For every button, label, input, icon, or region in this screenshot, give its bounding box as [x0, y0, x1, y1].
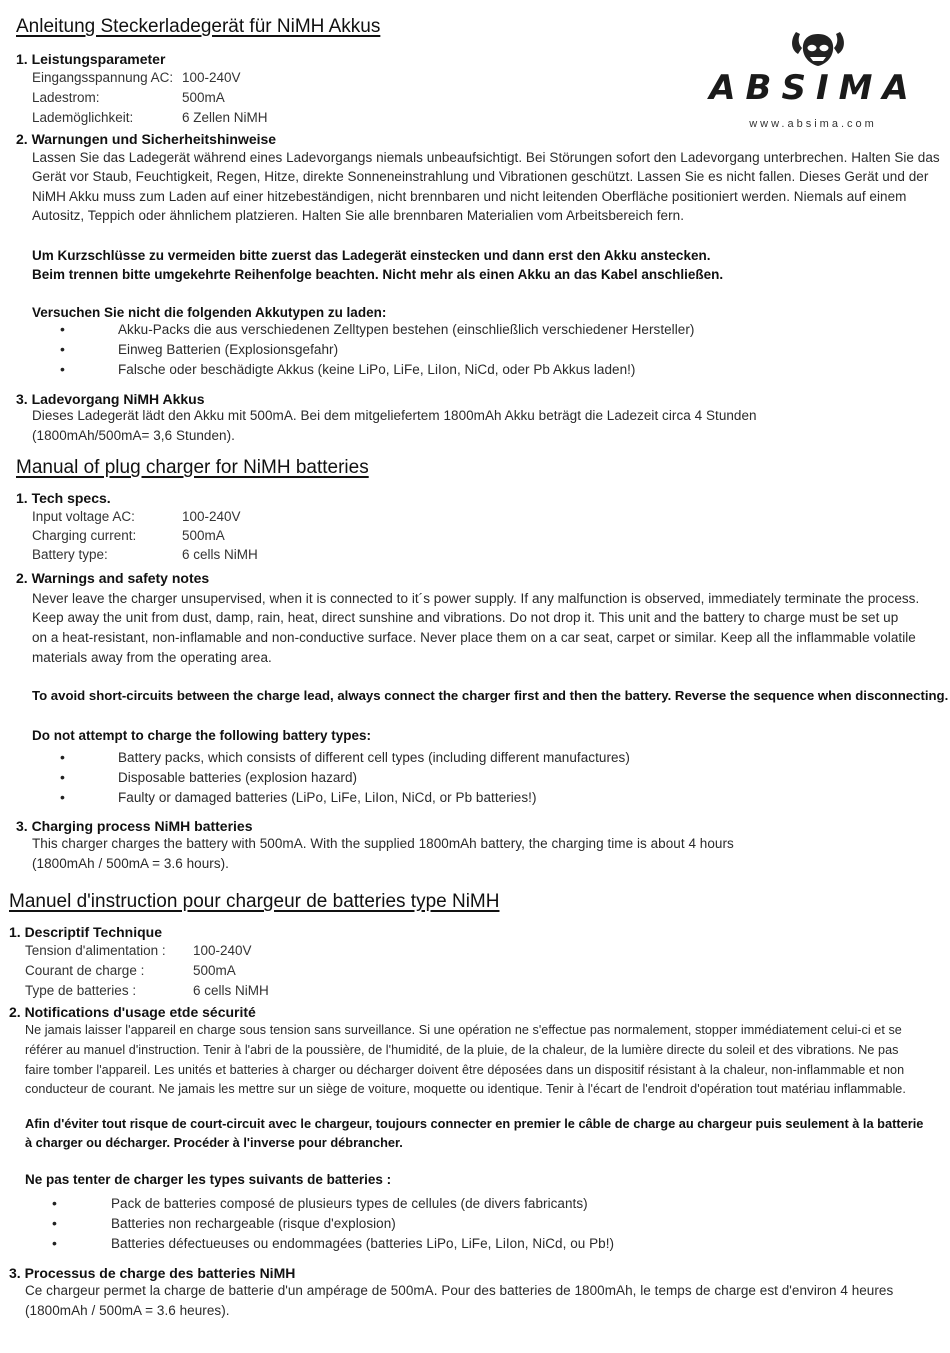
en-spec-label: Battery type:: [32, 547, 108, 562]
en-warning-line: materials away from the operating area.: [32, 650, 272, 665]
en-charging-line: This charger charges the battery with 500mA. With the supplied 1800mAh battery, the charging time is about 4 hours: [32, 836, 734, 851]
en-section3-heading: 3. Charging process NiMH batteries: [16, 818, 253, 834]
bullet-icon: •: [60, 341, 65, 357]
fr-warning-line: faire tomber l'appareil. Les unités et batteries à charger ou décharger doivent être déposées dans un dispositif résistant à la chaleur, non-inflammable et non: [25, 1063, 905, 1077]
bullet-icon: •: [60, 749, 65, 765]
de-section2-heading: 2. Warnungen und Sicherheitshinweise: [16, 131, 277, 147]
brand-url: www.absima.com: [749, 118, 877, 130]
de-spec-value: 100-240V: [182, 70, 241, 85]
en-list-item: Disposable batteries (explosion hazard): [118, 770, 358, 785]
english-title: Manual of plug charger for NiMH batteries: [16, 457, 369, 478]
fr-charging-line: (1800mAh / 500mA = 3.6 heures).: [25, 1303, 230, 1318]
de-spec-label: Lademöglichkeit:: [32, 110, 134, 125]
de-spec-label: Ladestrom:: [32, 90, 100, 105]
en-list-item: Battery packs, which consists of different cell types (including different manufactures): [118, 750, 630, 765]
bullet-icon: •: [52, 1195, 57, 1211]
de-charging-line: Dieses Ladegerät lädt den Akku mit 500mA. Bei dem mitgeliefertem 1800mAh Akku beträgt die Ladezeit circa 4 Stunden: [32, 408, 757, 423]
fr-spec-label: Courant de charge :: [25, 963, 145, 978]
en-bold-note: To avoid short-circuits between the charge lead, always connect the charger first and then the battery. Reverse the sequence when disconnecting.: [32, 688, 949, 703]
en-spec-value: 6 cells NiMH: [182, 547, 258, 562]
en-warning-line: on a heat-resistant, non-inflamable and non-conductive surface. Never place them on a car seat, carpet or similar. Keep all the inflammable volatile: [32, 630, 916, 645]
bullet-icon: •: [60, 321, 65, 337]
en-section1-heading: 1. Tech specs.: [16, 490, 111, 506]
en-list-intro: Do not attempt to charge the following battery types:: [32, 728, 372, 743]
fr-section2-heading: 2. Notifications d'usage etde sécurité: [9, 1004, 256, 1020]
de-warning-line: Gerät vor Staub, Feuchtigkeit, Regen, Hitze, direkte Sonneneinstrahlung und Vibrationen geschützt. Lassen Sie es nicht fallen. Dieses Gerät und der: [32, 169, 929, 184]
de-list-item: Akku-Packs die aus verschiedenen Zelltypen bestehen (einschließlich verschiedener Hersteller): [118, 322, 695, 337]
de-bold-note: Um Kurzschlüsse zu vermeiden bitte zuerst das Ladegerät einstecken und dann erst den Akku anstecken.: [32, 248, 711, 263]
fr-spec-value: 500mA: [193, 963, 236, 978]
en-charging-line: (1800mAh / 500mA = 3.6 hours).: [32, 856, 229, 871]
de-section3-heading: 3. Ladevorgang NiMH Akkus: [16, 391, 205, 407]
bullet-icon: •: [60, 361, 65, 377]
en-spec-label: Charging current:: [32, 528, 137, 543]
fr-spec-label: Type de batteries :: [25, 983, 137, 998]
bullet-icon: •: [52, 1235, 57, 1251]
fr-spec-value: 6 cells NiMH: [193, 983, 269, 998]
fr-list-intro: Ne pas tenter de charger les types suivants de batteries :: [25, 1172, 392, 1187]
fr-bold-note: à charger ou décharger. Procéder à l'inverse pour débrancher.: [25, 1135, 403, 1150]
en-spec-value: 500mA: [182, 528, 225, 543]
de-bold-note: Beim trennen bitte umgekehrte Reihenfolge beachten. Nicht mehr als einen Akku an das Kabel anschließen.: [32, 267, 724, 282]
fr-list-item: Batteries non rechargeable (risque d'explosion): [111, 1216, 396, 1231]
bullet-icon: •: [60, 789, 65, 805]
de-warning-line: NiMH Akku muss zum Laden auf einer hitzebeständigen, nicht brennbaren und nicht leitenden Oberfläche positioniert werden. Niemals auf einem: [32, 189, 907, 204]
fr-spec-label: Tension d'alimentation :: [25, 943, 166, 958]
german-title: Anleitung Steckerladegerät für NiMH Akkus: [16, 16, 381, 37]
fr-list-item: Batteries défectueuses ou endommagées (batteries LiPo, LiFe, LiIon, NiCd, ou Pb!): [111, 1236, 615, 1251]
de-warning-line: Autositz, Teppich oder ähnlichem platzieren. Halten Sie alle brennbaren Materialien vom Arbeitsbereich fern.: [32, 208, 685, 223]
de-warning-line: Lassen Sie das Ladegerät während eines Ladevorgangs niemals unbeaufsichtigt. Bei Störungen sofort den Ladevorgang unterbrechen. Halten Sie das: [32, 150, 940, 165]
fr-bold-note: Afin d'éviter tout risque de court-circuit avec le chargeur, toujours connecter en premier le câble de charge au chargeur puis seulement à la batterie: [25, 1116, 924, 1131]
de-spec-label: Eingangsspannung AC:: [32, 70, 174, 85]
bullet-icon: •: [52, 1215, 57, 1231]
french-title: Manuel d'instruction pour chargeur de batteries type NiMH: [9, 891, 500, 912]
brand-wordmark: ABSIMA: [709, 68, 919, 108]
en-warning-line: Never leave the charger unsupervised, when it is connected to it´s power supply. If any malfunction is observed, immediately terminate the process.: [32, 591, 920, 606]
fr-section3-heading: 3. Processus de charge des batteries NiMH: [9, 1265, 296, 1281]
de-list-item: Einweg Batterien (Explosionsgefahr): [118, 342, 339, 357]
en-warning-line: Keep away the unit from dust, damp, rain, heat, direct sunshine and vibrations. Do not drop it. This unit and the battery to charge must be set up: [32, 610, 899, 625]
de-list-item: Falsche oder beschädigte Akkus (keine LiPo, LiFe, LiIon, NiCd, oder Pb Akkus laden!): [118, 362, 636, 377]
de-charging-line: (1800mAh/500mA= 3,6 Stunden).: [32, 428, 235, 443]
fr-warning-line: conducteur de courant. Ne jamais les mettre sur un siège de voiture, moquette ou identique. Tenir à l'écart de l'endroit d'opération tout matériau inflammable.: [25, 1082, 906, 1096]
de-section1-heading: 1. Leistungsparameter: [16, 51, 166, 67]
fr-warning-line: référer au manuel d'instruction. Tenir à l'abri de la poussière, de l'humidité, de la pluie, de la chaleur, de la lumière directe du soleil et des vibrations. Ne pas: [25, 1043, 899, 1057]
de-spec-value: 500mA: [182, 90, 225, 105]
fr-section1-heading: 1. Descriptif Technique: [9, 924, 162, 940]
fr-spec-value: 100-240V: [193, 943, 252, 958]
en-section2-heading: 2. Warnings and safety notes: [16, 570, 210, 586]
fr-charging-line: Ce chargeur permet la charge de batterie d'un ampérage de 500mA. Pour des batteries de 1800mAh, le temps de charge est d'environ 4 heures: [25, 1283, 894, 1298]
skull-emblem-icon: [788, 26, 848, 68]
bullet-icon: •: [60, 769, 65, 785]
en-spec-label: Input voltage AC:: [32, 509, 135, 524]
de-list-intro: Versuchen Sie nicht die folgenden Akkutypen zu laden:: [32, 305, 387, 320]
en-spec-value: 100-240V: [182, 509, 241, 524]
absima-logo: [683, 26, 945, 136]
en-list-item: Faulty or damaged batteries (LiPo, LiFe, LiIon, NiCd, or Pb batteries!): [118, 790, 537, 805]
de-spec-value: 6 Zellen NiMH: [182, 110, 268, 125]
fr-list-item: Pack de batteries composé de plusieurs types de cellules (de divers fabricants): [111, 1196, 588, 1211]
fr-warning-line: Ne jamais laisser l'appareil en charge sous tension sans surveillance. Si une opération ne s'effectue pas normalement, stopper immédiatement celui-ci et se: [25, 1023, 902, 1037]
